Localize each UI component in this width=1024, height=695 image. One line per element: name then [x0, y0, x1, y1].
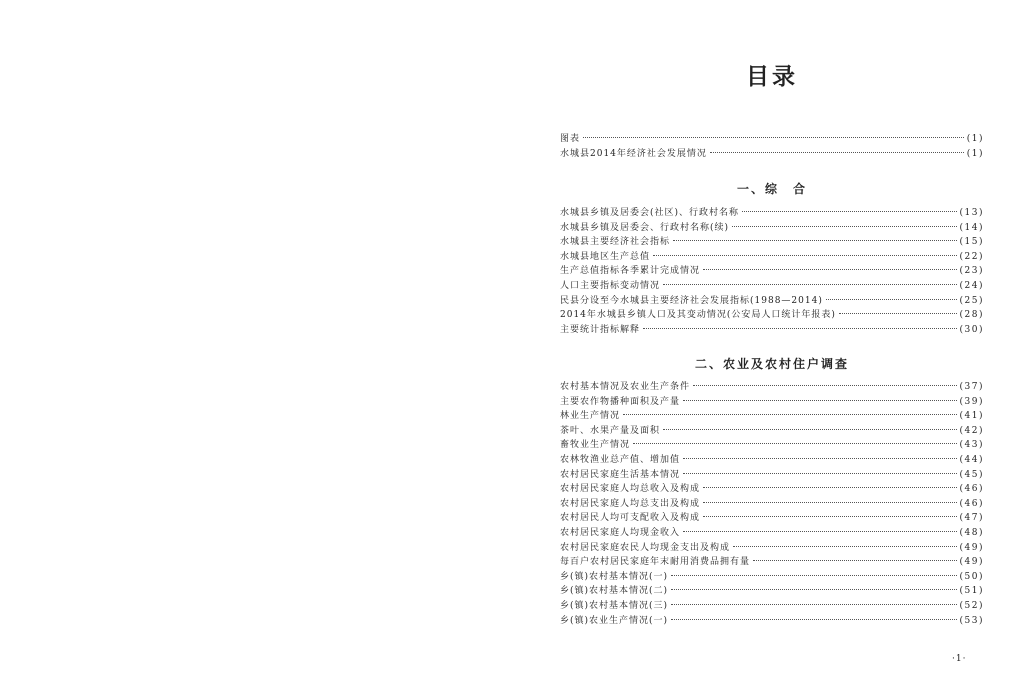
toc-entry [560, 307, 984, 322]
dot-leader [742, 211, 956, 212]
toc-entry-label: 2014年水城县乡镇人口及其变动情况(公安局人口统计年报表) [560, 310, 836, 321]
dot-leader [703, 516, 957, 517]
toc-entry [560, 481, 984, 496]
toc-entry [560, 379, 984, 394]
toc-entry-page: (28) [959, 310, 984, 321]
toc-entry [560, 293, 984, 308]
toc-entry-label: 水城县乡镇及居委会(社区)、行政村名称 [560, 208, 740, 218]
toc-entry-label: 农村居民人均可支配收入及构成 [560, 513, 701, 524]
toc-entry-page: (13) [959, 208, 984, 218]
toc-entry-page: (48) [959, 527, 984, 538]
toc-entry-page: (45) [959, 469, 984, 480]
dot-leader [683, 458, 957, 459]
toc-entry-page: (15) [959, 237, 984, 248]
page-title: 目录 [746, 64, 798, 90]
dot-leader [683, 400, 957, 401]
toc-entry-label: 畜牧业生产情况 [560, 440, 631, 451]
toc-entry [560, 249, 984, 264]
toc-entry [560, 205, 984, 220]
section-heading-general: 一、综 合 [736, 182, 807, 196]
toc-entry-label: 乡(镇)农村基本情况(二) [560, 586, 669, 597]
toc-entry [560, 131, 984, 146]
page-number: ·1· [952, 654, 967, 664]
toc-entry-label: 水城县2014年经济社会发展情况 [560, 148, 707, 159]
toc-entry [560, 525, 984, 540]
dot-leader [623, 414, 957, 415]
dot-leader [671, 589, 956, 590]
toc-entry-label: 水城县乡镇及居委会、行政村名称(续) [560, 222, 730, 233]
toc-entry [560, 540, 984, 555]
toc-entry-label: 林业生产情况 [560, 411, 621, 422]
toc-entry [560, 613, 984, 628]
section-agriculture-entries [560, 379, 984, 627]
dot-leader [663, 429, 957, 430]
toc-entry [560, 452, 984, 467]
toc-entry [560, 583, 984, 598]
toc-entry [560, 569, 984, 584]
toc-entry-page: (47) [959, 513, 984, 524]
toc-entry-label: 水城县地区生产总值 [560, 251, 651, 262]
dot-leader [683, 531, 957, 532]
toc-entry-label: 农村居民家庭人均总支出及构成 [560, 498, 701, 509]
dot-leader [643, 328, 957, 329]
toc-entry-page: (46) [959, 498, 984, 509]
toc-entry-page: (25) [959, 295, 984, 306]
dot-leader [653, 255, 957, 256]
dot-leader [671, 604, 956, 605]
toc-entry-page: (39) [959, 396, 984, 407]
toc-entry-label: 乡(镇)农业生产情况(一) [560, 615, 669, 626]
toc-entry-page: (50) [959, 571, 984, 582]
toc-entry [560, 598, 984, 613]
dot-leader [703, 487, 957, 488]
intro-entries [560, 131, 984, 160]
toc-entry-label: 农村居民家庭人均总收入及构成 [560, 484, 701, 495]
toc-entry-page: (42) [959, 425, 984, 436]
toc-entry [560, 554, 984, 569]
toc-entry [560, 263, 984, 278]
toc-entry [560, 278, 984, 293]
toc-entry-page: (52) [959, 600, 984, 611]
toc-entry [560, 496, 984, 511]
dot-leader [583, 137, 964, 138]
dot-leader [703, 502, 957, 503]
toc-entry-label: 图表 [560, 134, 581, 144]
toc-entry-label: 主要农作物播种面积及产量 [560, 396, 681, 407]
toc-entry-label: 农林牧渔业总产值、增加值 [560, 454, 681, 465]
toc-entry-label: 乡(镇)农村基本情况(一) [560, 571, 669, 582]
toc-entry-page: (30) [959, 324, 984, 335]
section-general-entries [560, 205, 984, 336]
toc-entry-page: (23) [959, 266, 984, 277]
toc-entry [560, 510, 984, 525]
toc-entry-label: 水城县主要经济社会指标 [560, 237, 671, 248]
toc-entry [560, 234, 984, 249]
toc-entry-label: 农村居民家庭农民人均现金支出及构成 [560, 542, 731, 553]
dot-leader [671, 619, 956, 620]
dot-leader [683, 473, 957, 474]
section-heading-agriculture: 二、农业及农村住户调查 [694, 357, 849, 371]
toc-entry-page: (46) [959, 484, 984, 495]
toc-entry-page: (24) [959, 280, 984, 291]
toc-entry-page: (22) [959, 251, 984, 262]
dot-leader [710, 152, 964, 153]
toc-entry-page: (41) [959, 411, 984, 422]
toc-entry-label: 茶叶、水果产量及面积 [560, 425, 661, 436]
dot-leader [663, 284, 957, 285]
toc-entry-page: (14) [959, 222, 984, 233]
toc-entry-label: 人口主要指标变动情况 [560, 280, 661, 291]
dot-leader [826, 299, 957, 300]
toc-entry [560, 423, 984, 438]
toc-entry-page: (49) [959, 557, 984, 568]
toc-entry [560, 394, 984, 409]
toc-entry-label: 农村居民家庭生活基本情况 [560, 469, 681, 480]
toc-entry [560, 220, 984, 235]
dot-leader [753, 560, 957, 561]
dot-leader [693, 385, 957, 386]
toc-entry-page: (49) [959, 542, 984, 553]
toc-entry [560, 437, 984, 452]
toc-entry [560, 467, 984, 482]
toc-entry [560, 146, 984, 161]
dot-leader [673, 240, 957, 241]
toc-entry-label: 主要统计指标解释 [560, 324, 641, 335]
toc-entry-label: 农村基本情况及农业生产条件 [560, 382, 691, 392]
dot-leader [732, 226, 956, 227]
toc-entry-page: (37) [959, 382, 984, 392]
dot-leader [671, 575, 956, 576]
toc-entry-page: (53) [959, 615, 984, 626]
dot-leader [633, 443, 957, 444]
toc-entry [560, 322, 984, 337]
dot-leader [703, 269, 957, 270]
toc-entry-page: (1) [966, 134, 984, 144]
toc-entry [560, 408, 984, 423]
toc-entry-page: (51) [959, 586, 984, 597]
toc-entry-page: (44) [959, 454, 984, 465]
toc-entry-label: 每百户农村居民家庭年末耐用消费品拥有量 [560, 557, 751, 568]
toc-entry-page: (43) [959, 440, 984, 451]
dot-leader [839, 313, 957, 314]
toc-entry-label: 乡(镇)农村基本情况(三) [560, 600, 669, 611]
dot-leader [733, 546, 957, 547]
toc-entry-label: 农村居民家庭人均现金收入 [560, 527, 681, 538]
toc-entry-page: (1) [966, 148, 984, 159]
toc-entry-label: 民县分设至今水城县主要经济社会发展指标(1988—2014) [560, 295, 823, 306]
toc-entry-label: 生产总值指标各季累计完成情况 [560, 266, 701, 277]
